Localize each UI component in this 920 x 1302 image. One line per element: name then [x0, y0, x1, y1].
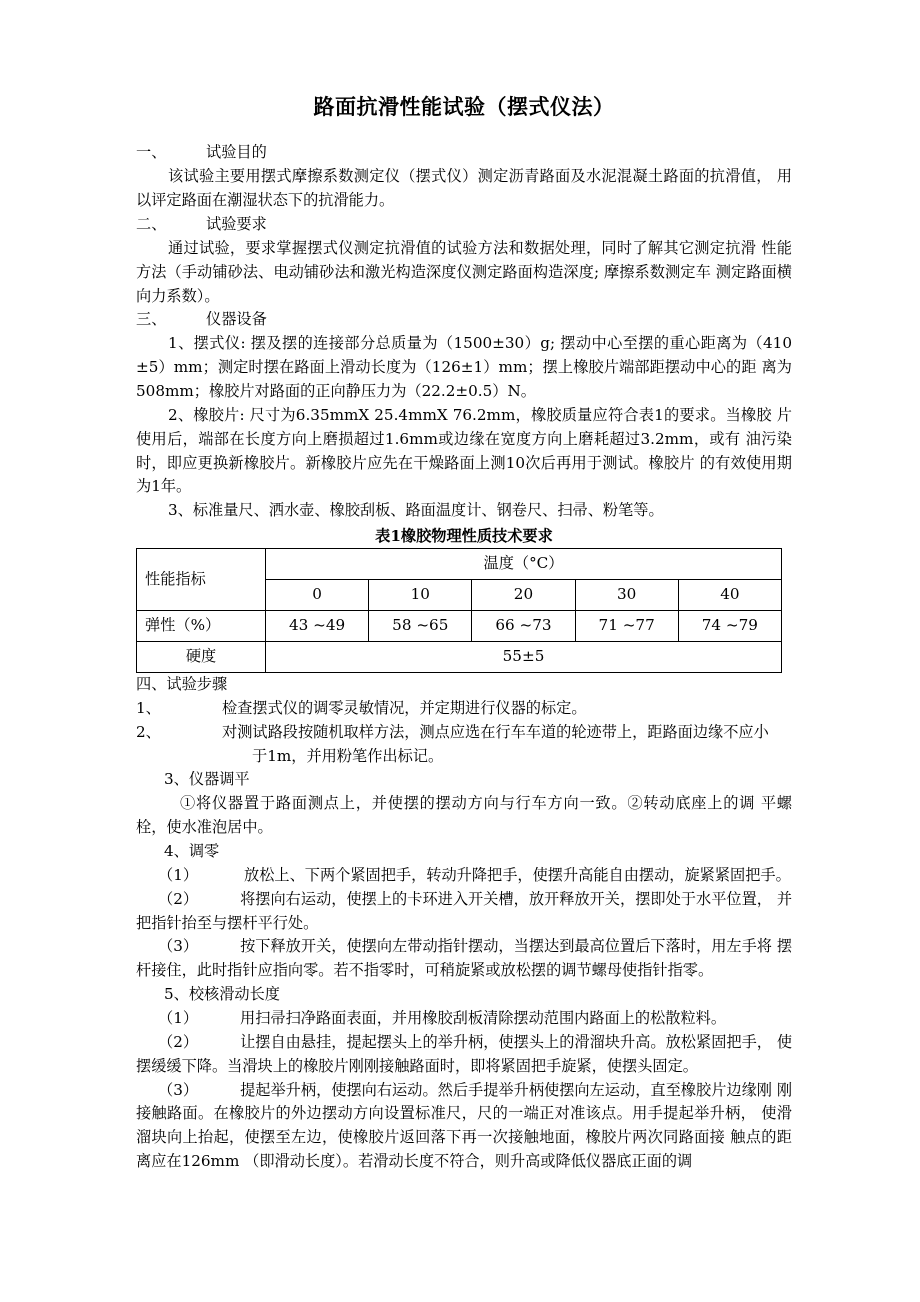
section-number-2: 二、 [136, 214, 167, 233]
procedure-step-4-item-2-number: （2） [158, 889, 199, 908]
section-number-3: 三、 [136, 310, 167, 329]
procedure-heading: 四、试验步骤 [136, 674, 228, 693]
section-title-3: 仪器设备 [206, 310, 267, 329]
procedure-step-2-number: 2、 [136, 722, 161, 741]
procedure-step-5-item-2-text: 让摆自由悬挂，提起摆头上的举升柄，使摆头上的滑溜块升高。放松紧固把手， 使摆缓缓下降。当滑块上的橡胶片刚刚接触路面时，即将紧固把手旋紧，使摆头固定。 [136, 1032, 793, 1075]
section-paragraph-2: 通过试验，要求掌握摆式仪测定抗滑值的试验方法和数据处理，同时了解其它测定抗滑 性能方法（手动铺砂法、电动铺砂法和激光构造深度仪测定路面构造深度; 摩擦系数测定车 测定路面横向力系数）。 [136, 238, 792, 305]
procedure-step-1 [136, 697, 792, 721]
section-heading-2 [136, 213, 792, 237]
table-header-performance-index: 性能指标 [137, 548, 266, 610]
elasticity-value-0: 43 ~49 [266, 610, 369, 641]
hardness-value: 55±5 [266, 641, 782, 672]
elasticity-value-20: 66 ~73 [472, 610, 575, 641]
section-heading-3 [136, 308, 792, 332]
procedure-step-4-item-1-number: （1） [158, 865, 199, 884]
procedure-step-4-item-1-text: 放松上、下两个紧固把手，转动升降把手，使摆升高能自由摆动，旋紧紧固把手。 [244, 865, 791, 884]
elasticity-value-40: 74 ~79 [678, 610, 781, 641]
procedure-step-4-item-2 [136, 888, 792, 936]
section-number-1: 一、 [136, 143, 167, 162]
table-header-temp-40: 40 [678, 579, 781, 610]
table-row-hardness [137, 641, 782, 672]
table-caption: 表1橡胶物理性质技术要求 [375, 527, 553, 546]
procedure-step-5-item-3-text: 提起举升柄，使摆向右运动。然后手提举升柄使摆向左运动，直至橡胶片边缘刚 刚接触路面。在橡胶片的外边摆动方向设置标准尺，尺的一端正对准该点。用手提起举升柄， 使滑溜块向上抬起，使摆至左边，使橡胶片返回落下再一次接触地面，橡胶片两次同路面接 触点的距离应在126mm （即滑动长度）。若滑动长度不符合，则升高或降低仪器底正面的调 [136, 1080, 793, 1171]
table-row-label-elasticity: 弹性（%） [137, 610, 266, 641]
procedure-step-5-item-1 [136, 1007, 792, 1031]
procedure-step-5-item-2 [136, 1031, 792, 1079]
section-title-1: 试验目的 [206, 143, 267, 162]
table-row-label-hardness: 硬度 [137, 641, 266, 672]
table-header-temp-10: 10 [369, 579, 472, 610]
equipment-item-2: 2、橡胶片: 尺寸为6.35mmX 25.4mmX 76.2mm，橡胶质量应符合表1的要求。当橡胶 片使用后，端部在长度方向上磨损超过1.6mm或边缘在宽度方向上磨耗超过3.2mm，或有 油污染时，即应更换新橡胶片。新橡胶片应先在干燥路面上测10次后再用于测试。橡胶片 的有效使用期为1年。 [136, 405, 792, 496]
procedure-step-2 [136, 721, 792, 745]
procedure-step-4-item-3 [136, 935, 792, 983]
procedure-step-2-text: 对测试路段按随机取样方法，测点应选在行车车道的轮迹带上，距路面边缘不应小 [222, 722, 769, 741]
section-heading-1 [136, 141, 792, 165]
elasticity-value-10: 58 ~65 [369, 610, 472, 641]
procedure-step-3-heading: 3、仪器调平 [164, 770, 250, 789]
procedure-step-4-item-2-text: 将摆向右运动，使摆上的卡环进入开关槽，放开释放开关，摆即处于水平位置， 并把指针抬至与摆杆平行处。 [136, 889, 793, 932]
procedure-step-5-item-2-number: （2） [158, 1032, 199, 1051]
procedure-step-3-text: ①将仪器置于路面测点上，并使摆的摆动方向与行车方向一致。②转动底座上的调 平螺栓，使水准泡居中。 [136, 794, 792, 837]
procedure-step-4-item-3-text: 按下释放开关，使摆向左带动指针摆动，当摆达到最高位置后下落时，用左手将 摆杆接住，此时指针应指向零。若不指零时，可稍旋紧或放松摆的调节螺母使指针指零。 [136, 937, 793, 980]
procedure-step-5-heading: 5、校核滑动长度 [164, 985, 280, 1004]
procedure-step-5-item-1-number: （1） [158, 1008, 199, 1027]
equipment-item-1: 1、摆式仪: 摆及摆的连接部分总质量为（1500±30）g; 摆动中心至摆的重心距离为（410 ±5）mm；测定时摆在路面上滑动长度为（126±1）mm；摆上橡胶片端部距摆动中心的距 离为508mm；橡胶片对路面的正向静压力为（22.2±0.5）N。 [136, 334, 792, 400]
table-row-group-header [137, 548, 782, 579]
section-paragraph-1: 该试验主要用摆式摩擦系数测定仪（摆式仪）测定沥青路面及水泥混凝土路面的抗滑值， 用以评定路面在潮湿状态下的抗滑能力。 [136, 167, 792, 210]
procedure-step-5-item-3 [136, 1079, 792, 1174]
table-header-temp-20: 20 [472, 579, 575, 610]
table-header-temp-0: 0 [266, 579, 369, 610]
procedure-step-4-heading: 4、调零 [164, 841, 220, 860]
table-header-temp-30: 30 [575, 579, 678, 610]
table-header-temperature: 温度（°C） [266, 548, 782, 579]
table-row-elasticity [137, 610, 782, 641]
page-title: 路面抗滑性能试验（摆式仪法） [313, 94, 615, 119]
procedure-step-4-item-1 [136, 864, 792, 888]
procedure-step-5-item-1-text: 用扫帚扫净路面表面，并用橡胶刮板清除摆动范围内路面上的松散粒料。 [240, 1008, 727, 1027]
elasticity-value-30: 71 ~77 [575, 610, 678, 641]
procedure-step-1-text: 检查摆式仪的调零灵敏情况，并定期进行仪器的标定。 [222, 698, 587, 717]
rubber-properties-table [136, 548, 782, 673]
procedure-step-5-item-3-number: （3） [158, 1080, 199, 1099]
section-title-2: 试验要求 [206, 214, 267, 233]
procedure-step-4-item-3-number: （3） [158, 937, 199, 956]
equipment-item-3: 3、标准量尺、洒水壶、橡胶刮板、路面温度计、钢卷尺、扫帚、粉笔等。 [168, 501, 664, 520]
procedure-step-1-number: 1、 [136, 698, 161, 717]
procedure-step-2-continuation: 于1m，并用粉笔作出标记。 [252, 746, 444, 765]
